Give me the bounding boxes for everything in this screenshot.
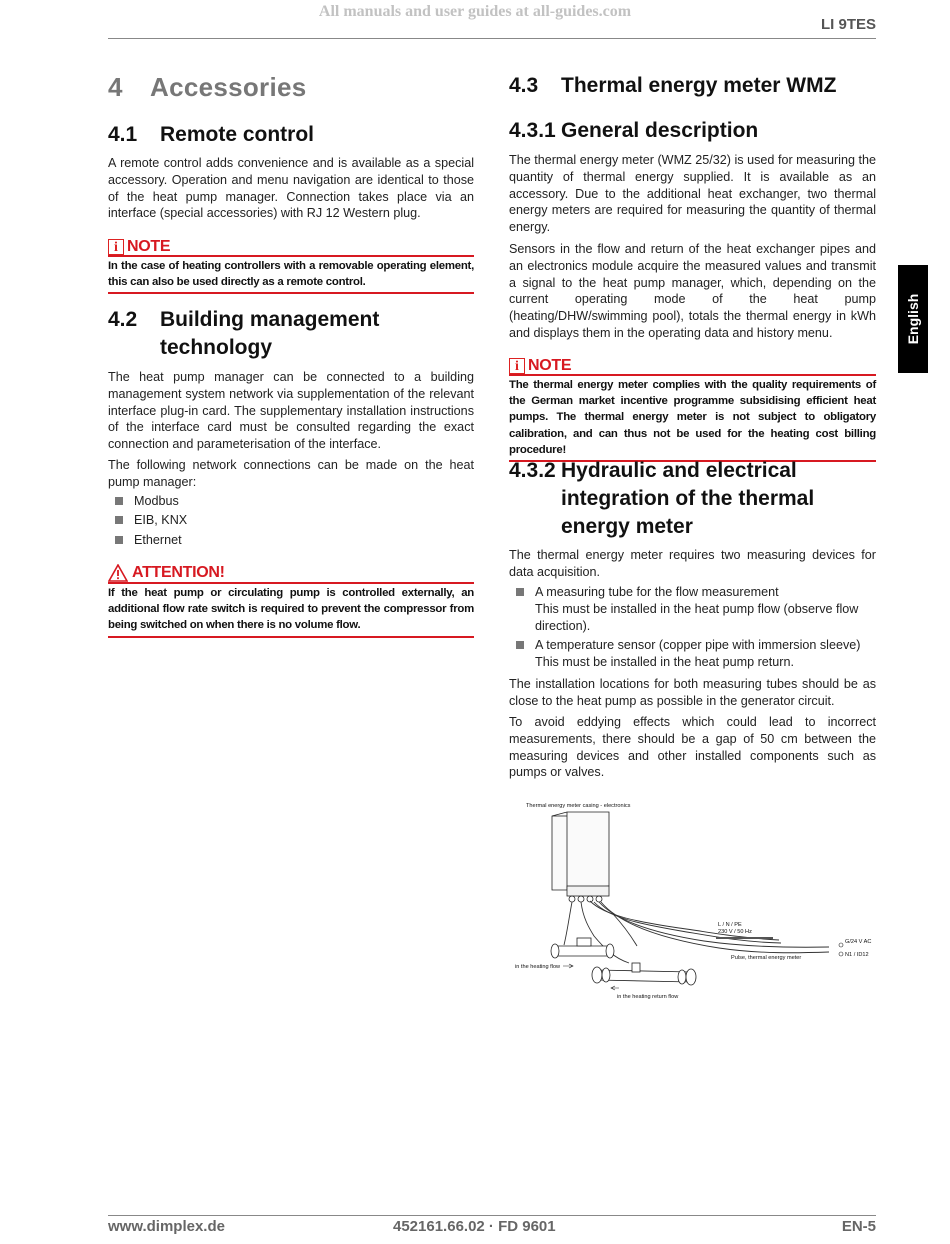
list-item — [108, 493, 474, 510]
note-title: NOTE — [127, 238, 171, 255]
section-title: Thermal energy meter WMZ — [561, 74, 837, 97]
section-number: 4.3 — [509, 74, 539, 97]
note-text: The thermal energy meter complies with the quality requirements of the German market incentive programme subsidising efficient heat pumps. The thermal energy meter is not subject to obligatory calibration, and can thus not be used for the heating cost billing procedure! — [509, 379, 876, 456]
section-title: Remote control — [160, 123, 315, 146]
list-item-text: A measuring tube for the flow measurement — [535, 585, 779, 599]
network-list — [108, 493, 474, 549]
flow-label: in the heating flow — [515, 964, 561, 970]
flow-arrow-icon — [563, 964, 573, 968]
list-item — [509, 584, 876, 634]
list-item-text: Ethernet — [134, 532, 182, 547]
bullet-square-icon — [115, 516, 123, 524]
watermark: All manuals and user guides at all-guides.com — [318, 3, 632, 20]
bullet-square-icon — [516, 588, 524, 596]
power-label-2: 230 V / 50 Hz — [718, 929, 752, 935]
section-4-3-2-body: The thermal energy meter requires two measuring devices for data acquisition. — [509, 548, 876, 579]
terminal-icon — [839, 943, 843, 947]
language-tab-label: English — [905, 293, 921, 345]
list-item — [108, 532, 474, 549]
list-item-text: Modbus — [134, 494, 179, 508]
info-icon: i — [509, 358, 525, 374]
section-title-line-2: integration of the thermal — [561, 487, 815, 510]
terminal-icon — [839, 952, 843, 956]
bullet-square-icon — [516, 641, 524, 649]
attention-text: If the heat pump or circulating pump is controlled externally, an additional flow rate switch is required to prevent the compressor from being switched on when there is no volume flow. — [108, 587, 474, 632]
casing-label: Thermal energy meter casing - electronics — [526, 803, 631, 809]
section-title-line-3: energy meter — [561, 515, 693, 538]
list-item — [108, 512, 474, 529]
list-item — [509, 637, 876, 671]
note-header — [108, 238, 170, 256]
electronics-casing — [552, 812, 609, 902]
list-item-subtext: This must be installed in the heat pump return. — [535, 655, 795, 670]
return-label: in the heating return flow — [617, 994, 679, 1000]
chapter-number: 4 — [108, 72, 123, 102]
note-title: NOTE — [528, 357, 572, 374]
section-title-line-1: Building management — [160, 308, 380, 331]
section-4-1-body: A remote control adds convenience and is available as a special accessory. Operation and menu navigation are identical to those of the heat pump manager. Connection takes place via an interface (special accessories) with RJ 12 Western plug. — [108, 156, 474, 221]
power-cable-marker — [716, 937, 773, 939]
bullet-square-icon — [115, 536, 123, 544]
attention-title: ATTENTION! — [132, 564, 225, 581]
info-icon: i — [108, 239, 124, 255]
section-title: General description — [561, 119, 759, 142]
section-4-3-heading — [509, 72, 876, 100]
power-label-1: L / N / PE — [718, 922, 742, 928]
section-number: 4.3.2 — [509, 459, 556, 482]
ac-label: G/24 V AC — [845, 939, 872, 945]
section-4-2-heading — [108, 306, 474, 362]
footer-page-number: EN-5 — [841, 1218, 876, 1235]
section-4-2-body-2: The following network connections can be made on the heat pump manager: — [108, 458, 474, 489]
return-arrow-icon — [611, 986, 619, 990]
n1-label: N1 / ID12 — [845, 952, 869, 958]
section-number: 4.1 — [108, 123, 138, 146]
bullet-square-icon — [115, 497, 123, 505]
section-4-3-2-heading — [509, 457, 876, 541]
chapter-title: Accessories — [150, 72, 307, 102]
section-4-3-2-body-2: The installation locations for both measuring tubes should be as close to the heat pump as possible in the generator circuit. — [509, 677, 876, 708]
attention-box — [108, 582, 474, 638]
section-4-3-1-body-2: Sensors in the flow and return of the heat exchanger pipes and an electronics module acquire the measured values and transmit a signal to the heat pump manager, which, depending on the current operating mode of the heat pump (heating/DHW/swimming pool), totals the thermal energy in kWh and displays them in the operating data and history menu. — [509, 242, 876, 340]
chapter-heading — [108, 72, 307, 103]
header-rule — [108, 38, 876, 39]
note-box — [108, 255, 474, 294]
section-4-3-1-body: The thermal energy meter (WMZ 25/32) is used for measuring the quantity of thermal energy supplied. It is available as an accessory. Due to the additional heat exchanger, two thermal energy meters are required for measuring the quantity of thermal energy. — [509, 153, 876, 235]
section-title-line-2: technology — [160, 336, 273, 359]
list-item-text: EIB, KNX — [134, 513, 188, 528]
section-4-2-body: The heat pump manager can be connected to a building management system network via supplementation of the relevant interface plug-in card. The supplementary installation instructions of the interface card must be consulted regarding the exact connection and parameterisation of the interface. — [108, 370, 474, 452]
document-id: LI 9TES — [820, 16, 876, 33]
section-number: 4.3.1 — [509, 119, 556, 142]
pulse-label: Pulse, thermal energy meter — [731, 955, 802, 961]
measuring-devices-list — [509, 584, 876, 671]
section-4-3-2-body-3: To avoid eddying effects which could lead to incorrect measurements, there should be a gap of 50 cm between the measuring devices and other installed components such as pumps or valves. — [509, 715, 876, 780]
section-number: 4.2 — [108, 308, 138, 331]
section-4-3-1-heading — [509, 117, 876, 145]
attention-header — [108, 564, 225, 582]
note-text: In the case of heating controllers with a removable operating element, this can also be used directly as a remote control. — [108, 260, 474, 289]
list-item-text: A temperature sensor (copper pipe with immersion sleeve) — [535, 638, 861, 653]
section-4-1-heading — [108, 121, 474, 149]
installation-diagram — [509, 798, 879, 1008]
footer-rule — [108, 1215, 876, 1216]
warning-icon — [108, 564, 128, 582]
note-header — [509, 357, 571, 375]
footer-website: www.dimplex.de — [108, 1218, 225, 1235]
return-sensor-pipe — [592, 963, 696, 985]
footer-doc-number: 452161.66.02 · FD 9601 — [393, 1218, 556, 1235]
flow-measuring-tube — [551, 938, 614, 958]
language-tab — [898, 265, 928, 373]
list-item-subtext: This must be installed in the heat pump flow (observe flow direction). — [535, 601, 859, 633]
section-title-line-1: Hydraulic and electrical — [561, 459, 797, 482]
note-box — [509, 374, 876, 462]
